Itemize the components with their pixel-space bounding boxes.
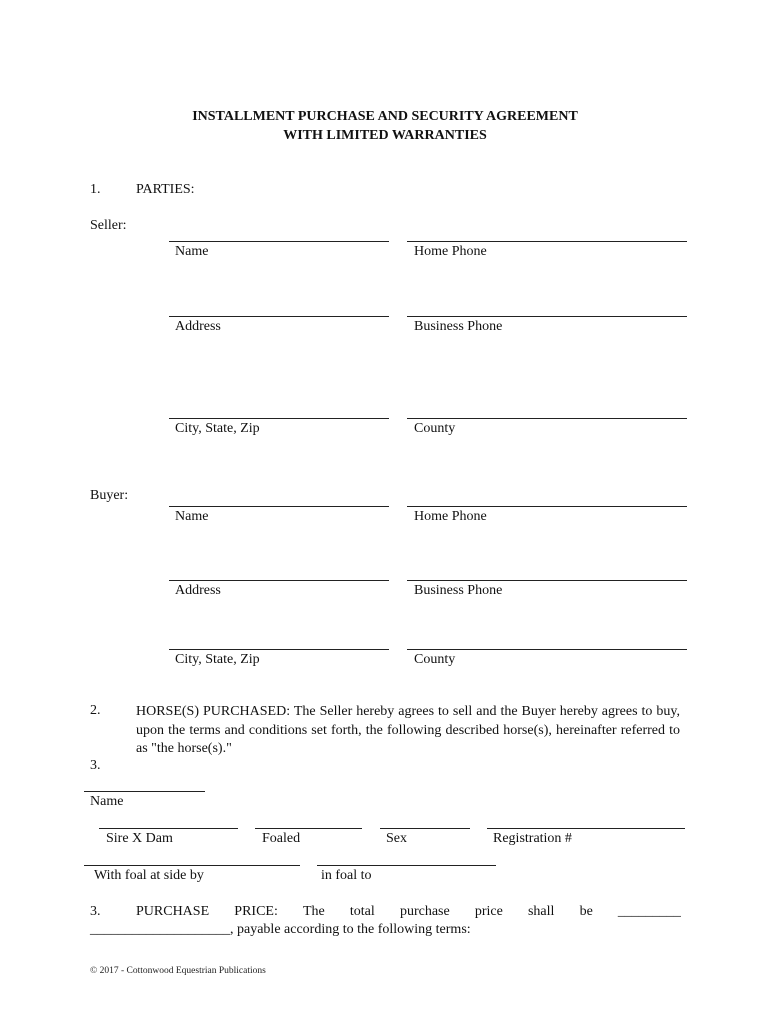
in-foal-line[interactable] xyxy=(317,865,496,866)
price-word-2: price xyxy=(474,904,503,919)
seller-address-line[interactable] xyxy=(169,316,389,317)
section-3b-number: 3. xyxy=(90,904,101,919)
seller-city-state-zip-line[interactable] xyxy=(169,418,389,419)
buyer-home-phone-line[interactable] xyxy=(407,506,687,507)
sex-label: Sex xyxy=(386,831,407,846)
the-word: The xyxy=(303,904,325,919)
buyer-city-state-zip-line[interactable] xyxy=(169,649,389,650)
buyer-city-state-zip-label: City, State, Zip xyxy=(175,652,260,667)
purchase-word: PURCHASE xyxy=(136,904,210,919)
seller-county-label: County xyxy=(414,421,456,436)
foaled-label: Foaled xyxy=(262,831,301,846)
sex-line[interactable] xyxy=(380,828,470,829)
seller-address-label: Address xyxy=(175,319,221,334)
section-2-text: HORSE(S) PURCHASED: The Seller hereby agrees to sell and the Buyer hereby agrees to buy, upon the terms and conditions set forth, the following described horse(s), hereinafter referred to as "the horse(s)." xyxy=(136,704,680,756)
buyer-name-line[interactable] xyxy=(169,506,389,507)
buyer-county-label: County xyxy=(414,652,456,667)
document-title-line-2: WITH LIMITED WARRANTIES xyxy=(283,128,487,143)
be-word: be xyxy=(579,904,593,919)
seller-city-state-zip-label: City, State, Zip xyxy=(175,421,260,436)
price-word: PRICE: xyxy=(234,904,278,919)
total-word: total xyxy=(349,904,375,919)
document-title-line-1: INSTALLMENT PURCHASE AND SECURITY AGREEMENT xyxy=(192,109,578,124)
buyer-label: Buyer: xyxy=(90,488,129,503)
seller-business-phone-label: Business Phone xyxy=(414,319,503,334)
seller-name-label: Name xyxy=(175,244,209,259)
foal-at-side-label: With foal at side by xyxy=(94,868,204,883)
horse-name-label: Name xyxy=(90,794,124,809)
seller-label: Seller: xyxy=(90,218,127,233)
buyer-address-label: Address xyxy=(175,583,221,598)
seller-county-line[interactable] xyxy=(407,418,687,419)
buyer-name-label: Name xyxy=(175,509,209,524)
shall-word: shall xyxy=(527,904,555,919)
section-1-heading: PARTIES: xyxy=(136,182,195,197)
foal-at-side-line[interactable] xyxy=(84,865,300,866)
seller-home-phone-line[interactable] xyxy=(407,241,687,242)
buyer-business-phone-line[interactable] xyxy=(407,580,687,581)
registration-line[interactable] xyxy=(487,828,685,829)
section-3-number: 3. xyxy=(90,758,101,773)
in-foal-label: in foal to xyxy=(321,868,372,883)
section-1-number: 1. xyxy=(90,182,101,197)
registration-label: Registration # xyxy=(493,831,572,846)
sire-dam-line[interactable] xyxy=(99,828,238,829)
purchase-price-line-1 xyxy=(136,904,681,920)
copyright-footer: © 2017 - Cottonwood Equestrian Publications xyxy=(90,966,266,976)
seller-name-line[interactable] xyxy=(169,241,389,242)
buyer-business-phone-label: Business Phone xyxy=(414,583,503,598)
buyer-home-phone-label: Home Phone xyxy=(414,509,487,524)
purchase-price-line-2: ____________________, payable according to the following terms: xyxy=(90,922,471,937)
foaled-line[interactable] xyxy=(255,828,362,829)
seller-home-phone-label: Home Phone xyxy=(414,244,487,259)
seller-business-phone-line[interactable] xyxy=(407,316,687,317)
purchase-word-2: purchase xyxy=(399,904,450,919)
buyer-county-line[interactable] xyxy=(407,649,687,650)
price-blank-1[interactable]: _________ xyxy=(617,904,681,919)
buyer-address-line[interactable] xyxy=(169,580,389,581)
section-2-number: 2. xyxy=(90,703,101,718)
sire-dam-label: Sire X Dam xyxy=(106,831,173,846)
horse-name-line[interactable] xyxy=(84,791,205,792)
